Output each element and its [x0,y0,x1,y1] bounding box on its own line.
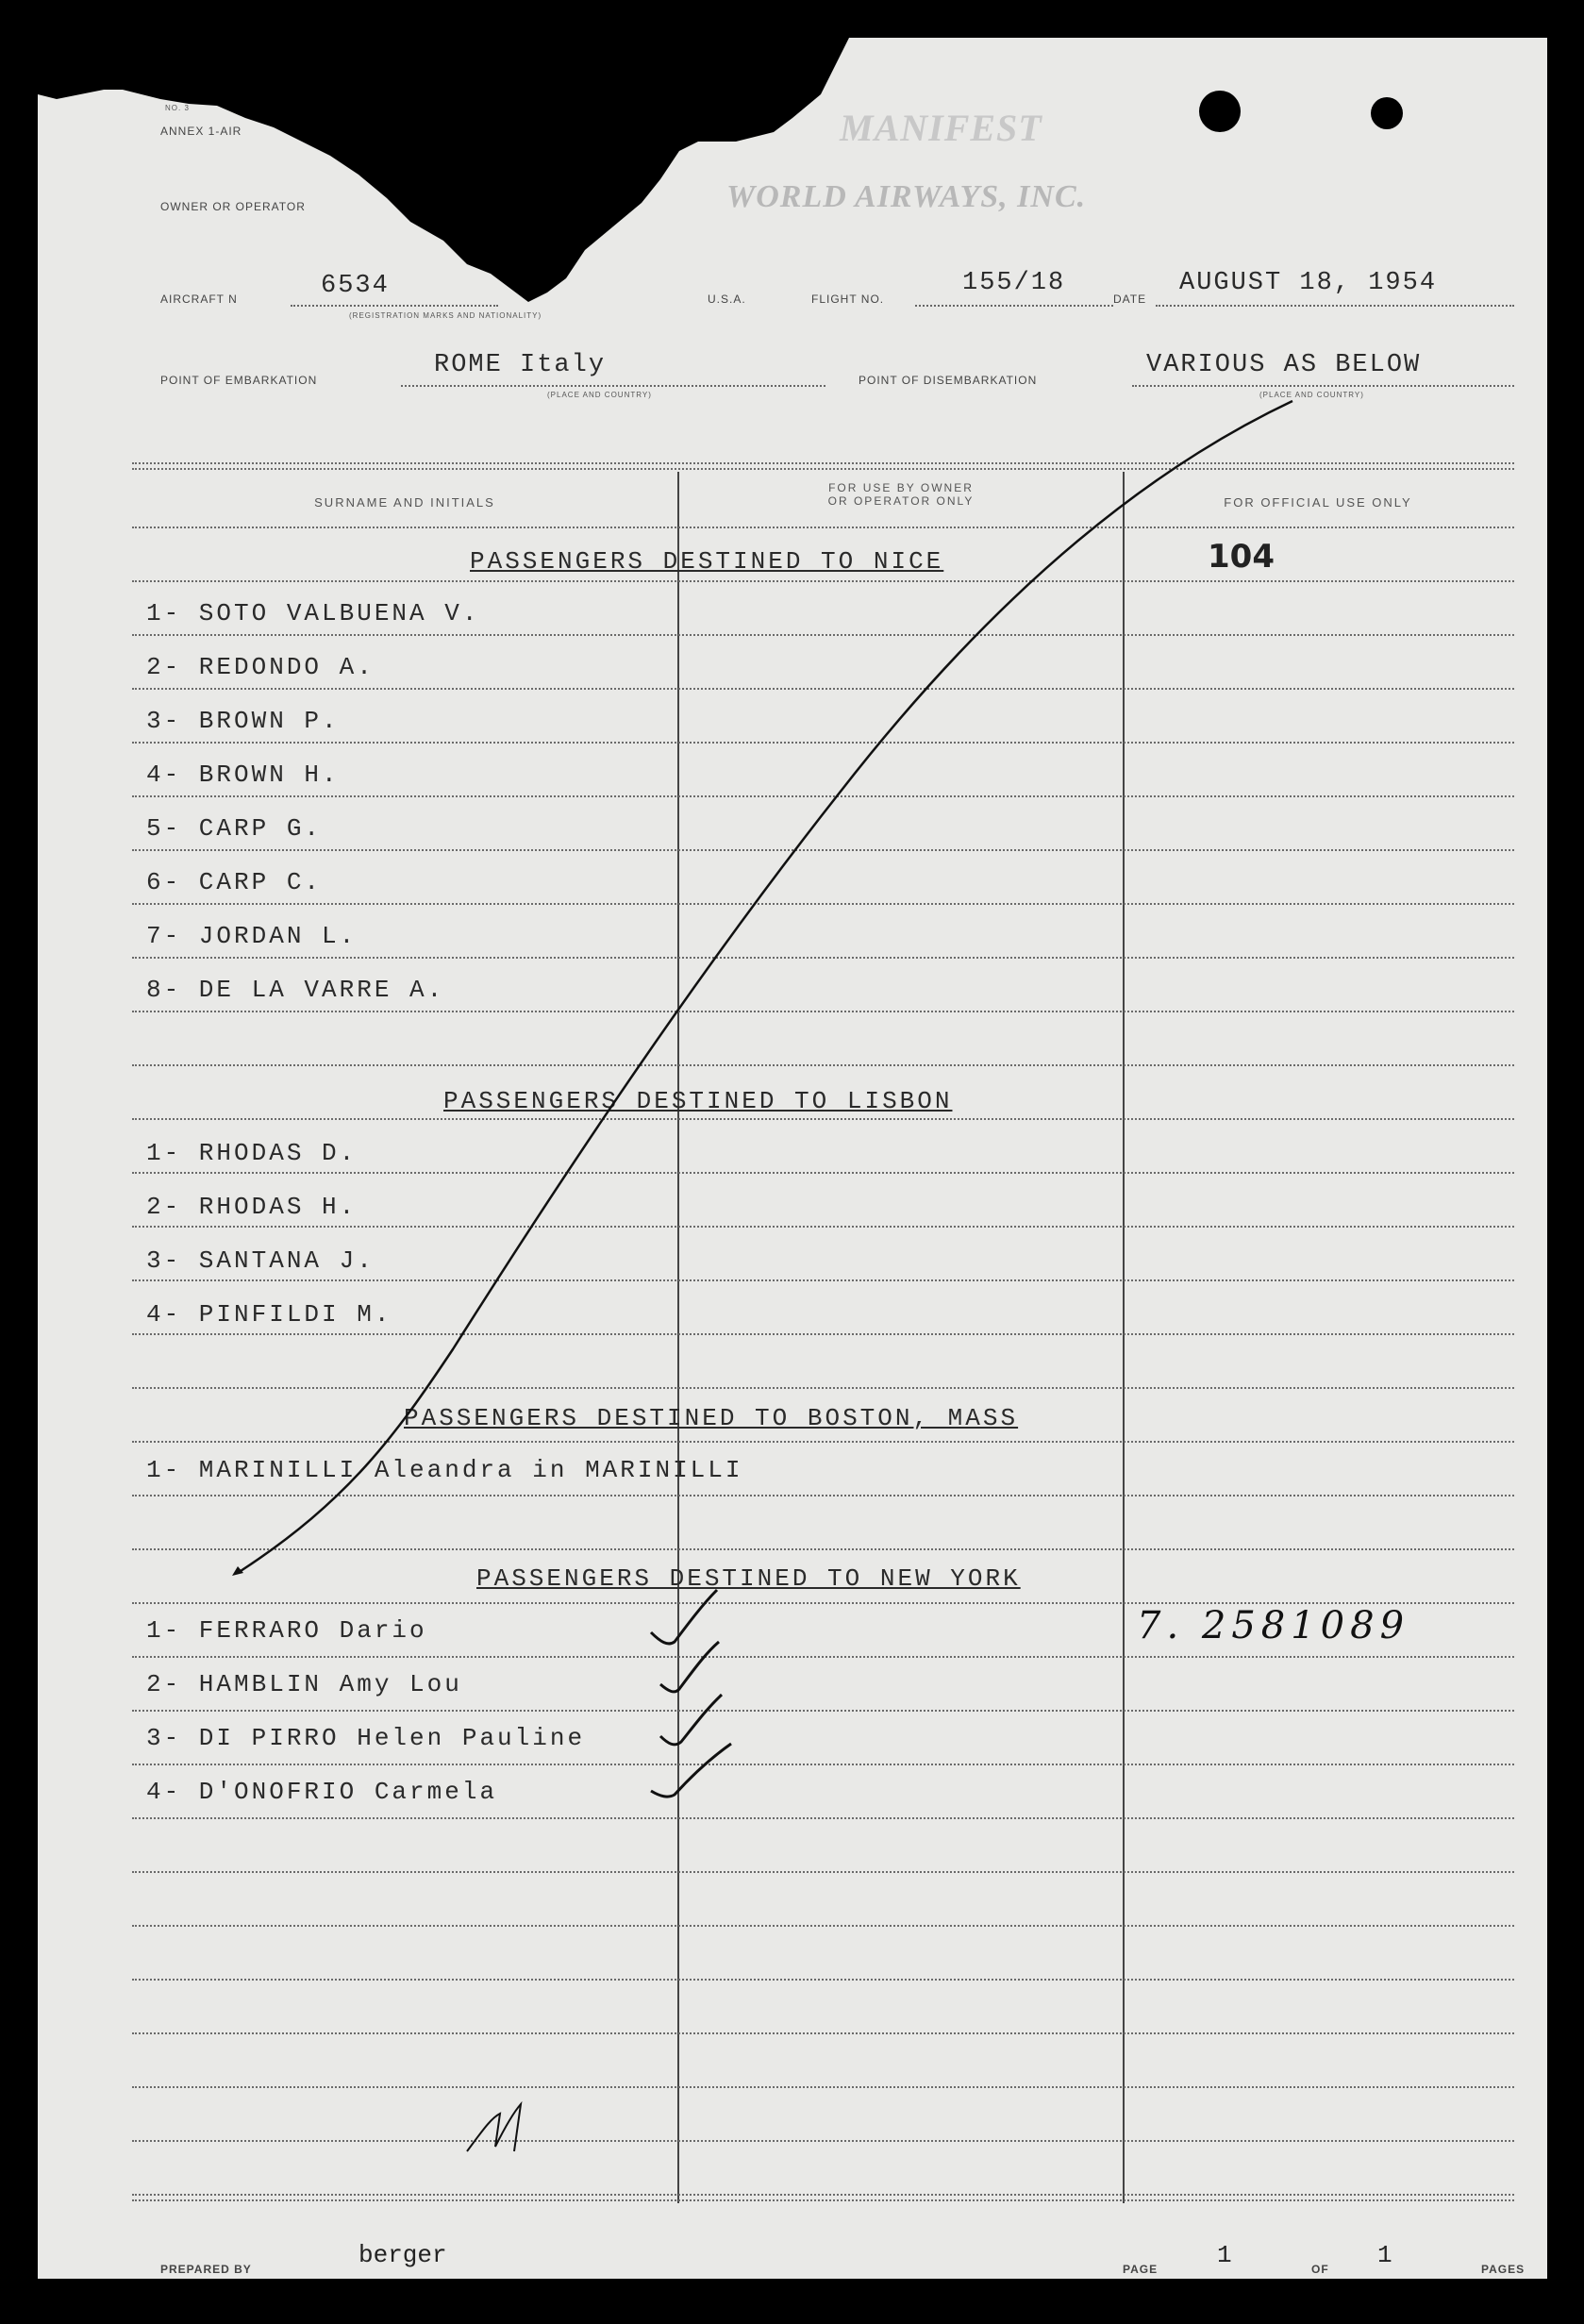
disembarkation-value: VARIOUS AS BELOW [1146,351,1422,379]
ruled-line [132,795,1514,797]
ruled-line [132,1387,1514,1389]
flight-value: 155/18 [962,269,1066,297]
passenger-row: 2- HAMBLIN Amy Lou [146,1670,462,1698]
passenger-row: 1- FERRARO Dario [146,1616,427,1645]
ruled-line [132,1172,1514,1174]
section-heading-nice: PASSENGERS DESTINED TO NICE [470,547,944,576]
total-pages: 1 [1377,2241,1392,2269]
ruled-line [132,1279,1514,1281]
page-label: PAGE [1123,2263,1159,2276]
form-id: NO. 3 [165,104,190,112]
date-value: AUGUST 18, 1954 [1179,269,1438,297]
prepared-by-value: berger [358,2241,447,2269]
official-stamp: 104 [1208,538,1275,576]
registration-caption: (REGISTRATION MARKS AND NATIONALITY) [349,311,542,320]
embarkation-label: POINT OF EMBARKATION [160,374,318,387]
ruled-line [132,2140,1514,2142]
passenger-row: 4- D'ONOFRIO Carmela [146,1778,498,1806]
passenger-row: 3- DI PIRRO Helen Pauline [146,1724,586,1752]
ruled-line [132,1441,1514,1443]
passenger-row: 1- SOTO VALBUENA V. [146,599,480,627]
checkmark-icon [651,1590,731,1797]
embarkation-value: ROME Italy [434,351,607,379]
aircraft-label: AIRCRAFT N [160,293,238,306]
passenger-row: 1- MARINILLI Aleandra in MARINILLI [146,1456,743,1484]
ruled-line [132,1979,1514,1981]
ruled-line [132,1710,1514,1712]
signature-scribble [467,2104,521,2151]
ruled-line [132,1764,1514,1765]
section-heading-boston: PASSENGERS DESTINED TO BOSTON, MASS [404,1404,1019,1432]
ruled-line [132,849,1514,851]
ruled-line [132,742,1514,744]
ruled-line [132,1495,1514,1496]
form-annex: ANNEX 1-AIR [160,125,242,138]
of-label: OF [1311,2263,1329,2276]
ruled-line [132,2086,1514,2088]
passenger-row: 4- PINFILDI M. [146,1300,392,1329]
owner-value: WORLD AIRWAYS, INC. [726,179,1087,214]
ruled-line [132,2032,1514,2034]
passenger-row: 3- SANTANA J. [146,1246,375,1275]
column-divider-1 [677,472,679,2203]
ruled-line [132,1871,1514,1873]
ruled-line [132,903,1514,905]
ruled-line [132,688,1514,690]
ruled-line [132,1656,1514,1658]
ruled-line [132,1226,1514,1228]
passenger-row: 2- REDONDO A. [146,653,375,681]
ruled-line [132,1817,1514,1819]
column-header-official: FOR OFFICIAL USE ONLY [1224,495,1412,510]
usa-label: U.S.A. [708,293,746,306]
passenger-row: 3- BROWN P. [146,707,340,735]
place-caption-2: (PLACE AND COUNTRY) [1259,391,1364,399]
ruled-line [132,634,1514,636]
date-label: DATE [1113,293,1147,306]
page-number: 1 [1217,2241,1232,2269]
ruled-line [132,1925,1514,1927]
ruled-line [132,1064,1514,1066]
pages-label: PAGES [1481,2263,1526,2276]
flight-label: FLIGHT NO. [811,293,885,306]
ruled-line [132,1118,1514,1120]
form-title: MANIFEST [840,107,1042,149]
ruled-line [132,580,1514,582]
passenger-row: 5- CARP G. [146,814,323,843]
place-caption-1: (PLACE AND COUNTRY) [547,391,652,399]
column-divider-2 [1123,472,1125,2203]
section-heading-lisbon: PASSENGERS DESTINED TO LISBON [443,1087,953,1115]
column-header-owner-2: OR OPERATOR ONLY [827,494,975,508]
column-header-surname: SURNAME AND INITIALS [314,495,495,510]
handwritten-number: 7. 2581089 [1137,1604,1410,1647]
prepared-by-label: PREPARED BY [160,2263,252,2276]
column-header-owner-1: FOR USE BY OWNER [828,481,974,494]
aircraft-value: 6534 [321,272,390,300]
passenger-row: 7- JORDAN L. [146,922,358,950]
manifest-page [38,38,1547,2279]
ruled-line [132,1548,1514,1550]
ruled-line [132,1333,1514,1335]
passenger-row: 8- DE LA VARRE A. [146,976,445,1004]
passenger-row: 6- CARP C. [146,868,323,896]
section-heading-new-york: PASSENGERS DESTINED TO NEW YORK [476,1564,1021,1593]
passenger-row: 1- RHODAS D. [146,1139,358,1167]
passenger-row: 2- RHODAS H. [146,1193,358,1221]
disembarkation-label: POINT OF DISEMBARKATION [859,374,1038,387]
ruled-line [132,1011,1514,1012]
ruled-line [132,957,1514,959]
passenger-row: 4- BROWN H. [146,761,340,789]
owner-label: OWNER OR OPERATOR [160,200,306,213]
ruled-line [132,527,1514,528]
